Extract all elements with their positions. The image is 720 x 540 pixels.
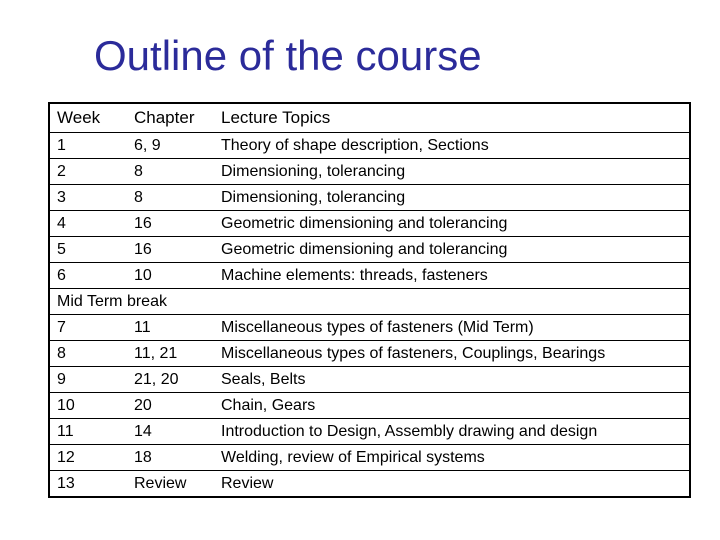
week-cell: 7 [49,315,127,341]
page-title: Outline of the course [94,32,482,79]
topic-cell: Theory of shape description, Sections [214,133,690,159]
chapter-cell: 20 [127,393,214,419]
topic-cell: Dimensioning, tolerancing [214,185,690,211]
chapter-cell: 18 [127,445,214,471]
chapter-cell: 10 [127,263,214,289]
week-cell: 12 [49,445,127,471]
chapter-cell: 16 [127,211,214,237]
week-cell: 13 [49,471,127,498]
chapter-cell: 11 [127,315,214,341]
header-lecture-topics: Lecture Topics [221,108,331,127]
table-row [49,341,690,367]
week-cell: 6 [49,263,127,289]
table-row [49,393,690,419]
chapter-cell: 11, 21 [127,341,214,367]
topic-cell: Geometric dimensioning and tolerancing [214,237,690,263]
chapter-cell: Review [127,471,214,498]
table-row [49,211,690,237]
week-cell: 2 [49,159,127,185]
chapter-cell: 6, 9 [127,133,214,159]
topic-cell: Dimensioning, tolerancing [214,159,690,185]
week-cell: 9 [49,367,127,393]
topic-cell: Geometric dimensioning and tolerancing [214,211,690,237]
table-row [49,159,690,185]
chapter-cell: 16 [127,237,214,263]
topic-cell: Miscellaneous types of fasteners, Couplings, Bearings [214,341,690,367]
topic-cell: Seals, Belts [214,367,690,393]
topic-cell: Welding, review of Empirical systems [214,445,690,471]
header-chapter: Chapter [134,108,195,127]
table-row [49,419,690,445]
week-cell: 5 [49,237,127,263]
week-cell: 3 [49,185,127,211]
table-row [49,237,690,263]
table-row [49,445,690,471]
chapter-cell: 8 [127,159,214,185]
week-cell: 1 [49,133,127,159]
mid-term-break-label: Mid Term break [49,289,690,315]
chapter-cell: 14 [127,419,214,445]
topic-cell: Review [214,471,690,498]
week-cell: 11 [49,419,127,445]
table-row [49,471,690,498]
table-header-row [49,103,690,133]
table-row [49,185,690,211]
course-outline-table [48,102,691,498]
table-row [49,133,690,159]
topic-cell: Introduction to Design, Assembly drawing and design [214,419,690,445]
week-cell: 8 [49,341,127,367]
table-row [49,263,690,289]
topic-cell: Miscellaneous types of fasteners (Mid Term) [214,315,690,341]
topic-cell: Chain, Gears [214,393,690,419]
mid-term-break-row [49,289,690,315]
table-row [49,315,690,341]
week-cell: 4 [49,211,127,237]
week-cell: 10 [49,393,127,419]
header-week: Week [57,108,101,127]
topic-cell: Machine elements: threads, fasteners [214,263,690,289]
chapter-cell: 21, 20 [127,367,214,393]
chapter-cell: 8 [127,185,214,211]
table-row [49,367,690,393]
